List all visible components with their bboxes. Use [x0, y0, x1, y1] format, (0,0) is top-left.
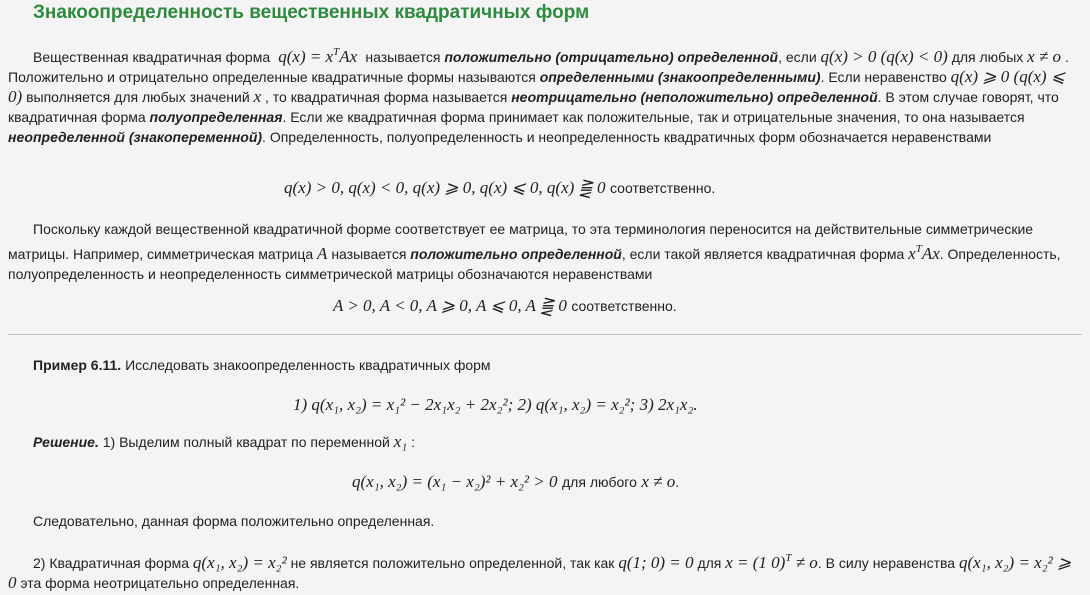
equation-example-forms: [293, 394, 698, 415]
solution-label: Решение.: [33, 434, 99, 450]
p1-formula-qx: $q(x) = x^TAx$: [278, 46, 358, 66]
solution-text: 1) Выделим полный квадрат по переменной: [102, 434, 390, 450]
term-nonnegative: неотрицательно (неположительно) определенной: [511, 89, 878, 105]
p3-formula-x-vector: x = (1 0)$^T$ ≠ o: [725, 552, 818, 572]
p3-formula-q10: q(1; 0) = 0: [618, 553, 694, 572]
p1-text-6: . Положительно и отрицательно определенные квадратичные формы называются: [8, 49, 1069, 85]
p3-formula-nonneg: q(x₁, x₂) = x₂² ⩾ 0: [8, 553, 1072, 592]
example-label: Пример 6.11.: [33, 357, 122, 373]
p1-text-1: Вещественная квадратичная форма: [33, 49, 271, 65]
p1-formula-x-ne-o: x ≠ o: [1027, 47, 1062, 66]
eq4-dot: .: [675, 474, 680, 490]
eq4-formula: q(x₁, x₂) = (x₁ − x₂)² + x₂² > 0: [352, 472, 558, 491]
p1-text-11: . Если же квадратичная форма принимает как положительные, так и отрицательные значения, то она называется: [282, 109, 1025, 125]
conclusion-1: Следовательно, данная форма положительно определенная.: [33, 513, 435, 529]
p1-text-4: для: [951, 49, 976, 65]
term-positive-definite: положительно (отрицательно) определенной: [444, 49, 779, 65]
p1-text-9: , то квадратичная форма называется: [265, 89, 508, 105]
p1-text-8: выполняется для любых значений: [26, 89, 250, 105]
eq2-tail: соответственно.: [571, 298, 677, 314]
p1-text-7: . Если неравенство: [820, 69, 947, 85]
example-text: Исследовать знакоопределенность квадратичных форм: [125, 357, 491, 373]
p2-text-4: . Определенность, полуопределенность и неопределенность симметрической матрицы обозначаются неравенствами: [8, 246, 1061, 282]
p3-text-5: эта форма неотрицательно определенная.: [20, 575, 300, 591]
p3-text-3: для: [697, 555, 722, 571]
eq2-formula: A > 0, A < 0, A ⩾ 0, A ⩽ 0, A ⪌ 0: [333, 296, 567, 315]
solution-colon: :: [411, 434, 415, 450]
equation-matrix-inequalities: [333, 295, 677, 316]
p3-formula-q: q(x₁, x₂) = x₂²: [192, 553, 287, 572]
p3-text-4: . В силу неравенства: [817, 555, 956, 571]
eq4-tail: x ≠ o: [641, 472, 676, 491]
eq1-formula: q(x) > 0, q(x) < 0, q(x) ⩾ 0, q(x) ⩽ 0, q(x) ⪌ 0: [284, 178, 606, 197]
p1-text-5: любых: [979, 49, 1024, 65]
p1-text-12: . Определенность, полуопределенность и неопределенность квадратичных форм обозначается неравенствами: [262, 129, 992, 145]
p2-text-1: Поскольку каждой вещественной квадратичной форме соответствует ее матрица, то эта терминология переносится на действительные симметрические матрицы. Например, симметрическая матрица: [8, 221, 1034, 262]
equation-form-inequalities: [284, 177, 715, 198]
p1-formula-x: x: [253, 87, 262, 106]
p1-text-10: . В этом случае говорят, что квадратичная форма: [8, 89, 1059, 125]
p1-text-3: , если: [778, 49, 817, 65]
p2-text-3: , если такой является квадратичная форма: [621, 246, 905, 262]
page-title: Знакоопределенность вещественных квадратичных форм: [33, 2, 590, 23]
matrix-paragraph: [8, 219, 1074, 284]
term-matrix-positive-definite: положительно определенной: [410, 246, 622, 262]
p3-text-2: не является положительно определенной, так как: [290, 555, 615, 571]
section-divider: [8, 334, 1082, 335]
definition-paragraph: [8, 42, 1074, 147]
term-definite: определенными (знакоопределенными): [539, 69, 821, 85]
p2-text-2: называется: [331, 246, 407, 262]
example-heading: [33, 355, 491, 375]
solution-variable: x₁: [393, 432, 408, 451]
solution-line: [33, 432, 415, 452]
term-indefinite: неопределенной (знакопеременной): [8, 129, 263, 145]
eq3-formula: 1) q(x₁, x₂) = x₁² − 2x₁x₂ + 2x₂²; 2) q(x₁, x₂) = x₂²; 3) 2x₁x₂.: [293, 395, 698, 414]
equation-complete-square: [352, 471, 679, 492]
p3-text-1: 2) Квадратичная форма: [33, 555, 190, 571]
p2-formula-A: A: [317, 244, 328, 263]
term-semidefinite: полуопределенная: [149, 109, 283, 125]
p1-formula-ineq: q(x) > 0 (q(x) < 0): [820, 47, 948, 66]
p1-formula-ineq2: q(x) ⩾ 0 (q(x) ⩽ 0): [8, 67, 1066, 106]
eq1-tail: соответственно.: [610, 180, 716, 196]
p1-text-2: называется: [365, 49, 441, 65]
case-2-paragraph: [8, 548, 1074, 593]
eq4-mid: для любого: [562, 474, 637, 490]
p2-formula-xtax: $x^TAx$: [908, 243, 940, 263]
